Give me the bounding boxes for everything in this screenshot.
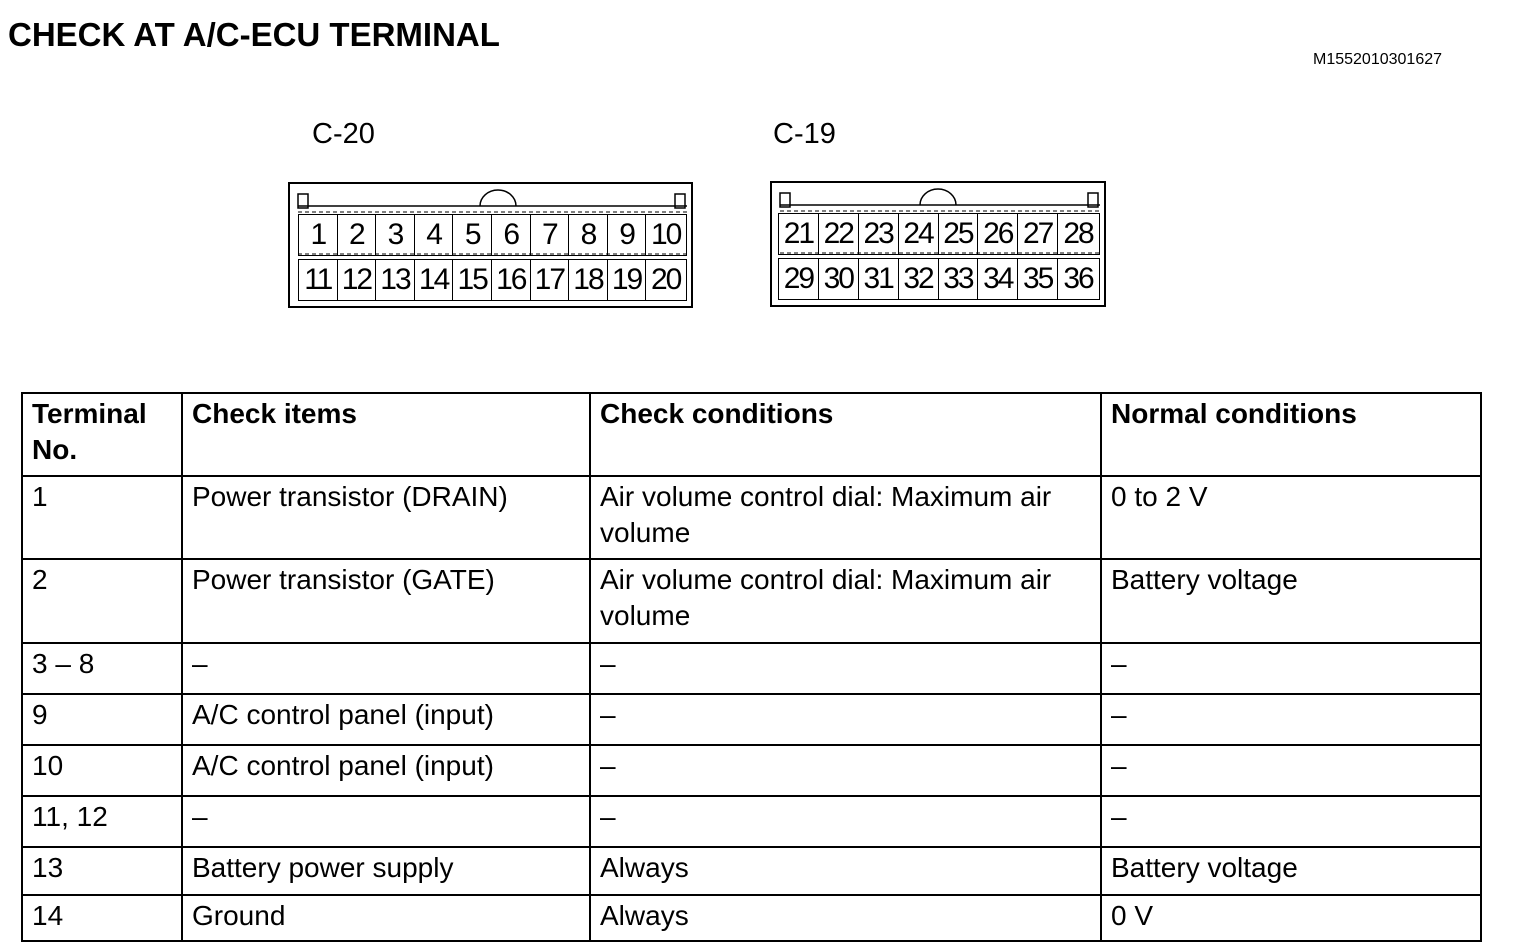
table-row — [22, 643, 1481, 694]
cell-check-item: Power transistor (DRAIN) — [182, 476, 590, 559]
cell-check-condition: Always — [590, 847, 1101, 895]
cell-normal-condition: 0 to 2 V — [1101, 476, 1481, 559]
connector-pin: 20 — [650, 263, 681, 296]
cell-check-condition: Always — [590, 895, 1101, 941]
cell-check-item: A/C control panel (input) — [182, 694, 590, 745]
connector-pin: 5 — [453, 215, 492, 255]
cell-terminal: 13 — [22, 847, 182, 895]
header-check-items: Check items — [182, 393, 590, 476]
connector-pin: 4 — [415, 215, 454, 255]
connector-pin: 12 — [338, 260, 377, 300]
cell-terminal: 2 — [22, 559, 182, 643]
cell-normal-condition: 0 V — [1101, 895, 1481, 941]
connector-c20-label: C-20 — [312, 118, 375, 150]
header-check-conditions: Check conditions — [590, 393, 1101, 476]
cell-normal-condition: – — [1101, 694, 1481, 745]
terminal-check-table — [21, 392, 1482, 942]
connector-pin: 31 — [859, 259, 899, 299]
cell-check-condition: Air volume control dial: Maximum air volume — [590, 559, 1101, 643]
connector-pin: 9 — [608, 215, 647, 255]
connector-pin: 22 — [819, 214, 859, 254]
connector-c19-row2 — [778, 258, 1100, 300]
connector-pin: 34 — [978, 259, 1018, 299]
document-id: M1552010301627 — [1313, 51, 1443, 68]
cell-check-condition: – — [590, 643, 1101, 694]
cell-check-condition: – — [590, 745, 1101, 796]
connector-pin: 27 — [1018, 214, 1058, 254]
header-terminal-no: Terminal No. — [22, 393, 182, 476]
cell-normal-condition: Battery voltage — [1101, 847, 1481, 895]
connector-pin: 24 — [899, 214, 939, 254]
connector-pin: 18 — [569, 260, 608, 300]
page-title: CHECK AT A/C-ECU TERMINAL — [8, 16, 500, 53]
cell-check-item: Power transistor (GATE) — [182, 559, 590, 643]
connector-pin: 3 — [376, 215, 415, 255]
connector-pin: 7 — [531, 215, 570, 255]
table-row — [22, 847, 1481, 895]
connector-pin: 32 — [899, 259, 939, 299]
table-row — [22, 476, 1481, 559]
connector-pin: 2 — [338, 215, 377, 255]
connector-c20-row1 — [298, 214, 687, 256]
cell-check-condition: – — [590, 796, 1101, 847]
connector-pin: 14 — [415, 260, 454, 300]
connector-c20-diagram — [288, 182, 693, 308]
connector-c20-row2 — [298, 259, 687, 301]
header-normal-conditions: Normal conditions — [1101, 393, 1481, 476]
connector-pin: 17 — [531, 260, 570, 300]
connector-pin: 30 — [819, 259, 859, 299]
cell-terminal: 14 — [22, 895, 182, 941]
cell-terminal: 1 — [22, 476, 182, 559]
cell-terminal: 10 — [22, 745, 182, 796]
cell-terminal: 9 — [22, 694, 182, 745]
connector-pin: 6 — [492, 215, 531, 255]
cell-normal-condition: – — [1101, 643, 1481, 694]
connector-c19-diagram — [770, 181, 1106, 307]
cell-check-item: Ground — [182, 895, 590, 941]
connector-pin: 36 — [1063, 262, 1093, 295]
cell-check-item: – — [182, 643, 590, 694]
connector-pin: 11 — [299, 260, 338, 300]
cell-normal-condition: Battery voltage — [1101, 559, 1481, 643]
connector-pin: 26 — [978, 214, 1018, 254]
connector-pin: 15 — [453, 260, 492, 300]
connector-pin: 25 — [939, 214, 979, 254]
connector-c19-row1 — [778, 213, 1100, 255]
table-row — [22, 895, 1481, 941]
connector-pin: 29 — [779, 259, 819, 299]
cell-check-item: – — [182, 796, 590, 847]
cell-normal-condition: – — [1101, 745, 1481, 796]
table-row — [22, 694, 1481, 745]
table-header-row — [22, 393, 1481, 476]
connector-pin: 28 — [1063, 217, 1093, 250]
table-row — [22, 559, 1481, 643]
connector-pin: 16 — [492, 260, 531, 300]
cell-normal-condition: – — [1101, 796, 1481, 847]
connector-pin: 35 — [1018, 259, 1058, 299]
cell-check-condition: – — [590, 694, 1101, 745]
connector-pin: 19 — [608, 260, 647, 300]
connector-pin: 33 — [939, 259, 979, 299]
cell-terminal: 11, 12 — [22, 796, 182, 847]
cell-check-condition: Air volume control dial: Maximum air volume — [590, 476, 1101, 559]
cell-check-item: A/C control panel (input) — [182, 745, 590, 796]
connector-pin: 21 — [779, 214, 819, 254]
connector-pin: 1 — [299, 215, 338, 255]
table-row — [22, 796, 1481, 847]
connector-pin: 13 — [376, 260, 415, 300]
connector-pin: 10 — [650, 218, 681, 251]
connector-c19-label: C-19 — [773, 118, 836, 150]
connector-pin: 23 — [859, 214, 899, 254]
cell-terminal: 3 – 8 — [22, 643, 182, 694]
cell-check-item: Battery power supply — [182, 847, 590, 895]
connector-pin: 8 — [569, 215, 608, 255]
table-row — [22, 745, 1481, 796]
